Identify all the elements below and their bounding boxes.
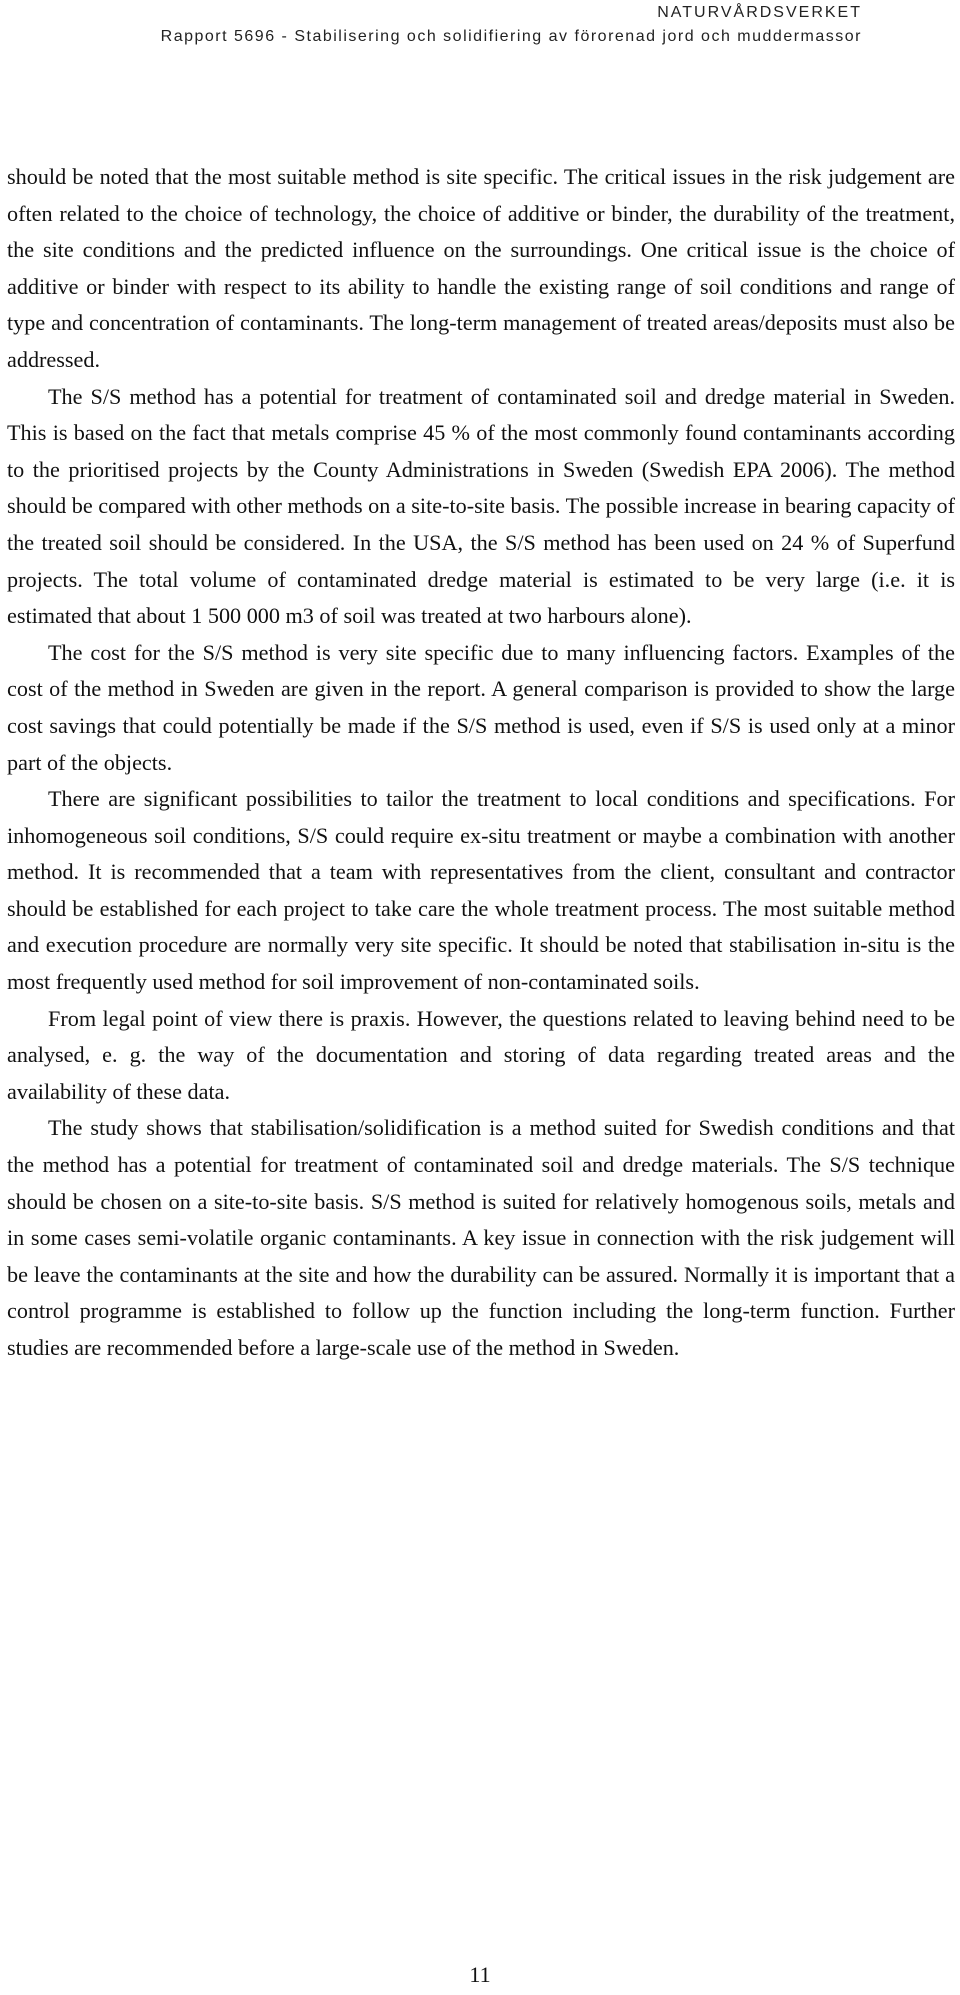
paragraph-cost: The cost for the S/S method is very site specific due to many influencing factors. Examples of the cost of the method in Sweden are given in the report. A general comparison is provided to show the large cost savings that could potentially be made if the S/S method is used, even if S/S is used only at a minor part of the objects. — [7, 639, 955, 775]
paragraph-ss-potential: The S/S method has a potential for treatment of contaminated soil and dredge material in Sweden. This is based on the fact that metals comprise 45 % of the most commonly found contaminants according to the prioritised projects by the County Administrations in Sweden (Swedish EPA 2006). The method should be compared with other methods on a site-to-site basis. The possible increase in bearing capacity of the treated soil should be considered. In the USA, the S/S method has been used on 24 % of Superfund projects. The total volume of contaminated dredge material is estimated to be very large (i.e. it is estimated that about 1 500 000 m3 of soil was treated at two harbours alone). — [7, 383, 955, 629]
publisher-name: NATURVÅRDSVERKET — [657, 4, 862, 21]
paragraph-tailoring: There are significant possibilities to tailor the treatment to local conditions and specifications. For inhomogeneous soil conditions, S/S could require ex-situ treatment or maybe a combination with another method. It is recommended that a team with representatives from the client, consultant and contractor should be established for each project to take care the whole treatment process. The most suitable method and execution procedure are normally very site specific. It should be noted that stabilisation in-situ is the most frequently used method for soil improvement of non-contaminated soils. — [7, 786, 955, 995]
page-header — [161, 0, 862, 47]
paragraph-legal: From legal point of view there is praxis. However, the questions related to leaving behind need to be analysed, e. g. the way of the documentation and storing of data regarding treated areas and the availability of these data. — [7, 1005, 955, 1104]
page-number: 11 — [469, 1962, 491, 1987]
document-body — [7, 159, 955, 1367]
report-title: Rapport 5696 - Stabilisering och solidifiering av förorenad jord och muddermassor — [160, 28, 862, 45]
paragraph-continued: should be noted that the most suitable method is site specific. The critical issues in the risk judgement are often related to the choice of technology, the choice of additive or binder, the durability of the treatment, the site conditions and the predicted influence on the surroundings. One critical issue is the choice of additive or binder with respect to its ability to handle the existing range of soil conditions and range of type and concentration of contaminants. The long-term management of treated areas/deposits must also be addressed. — [7, 164, 955, 372]
paragraph-conclusion: The study shows that stabilisation/solidification is a method suited for Swedish conditions and that the method has a potential for treatment of contaminated soil and dredge materials. The S/S technique should be chosen on a site-to-site basis. S/S method is suited for relatively homogenous soils, metals and in some cases semi-volatile organic contaminants. A key issue in connection with the risk judgement will be leave the contaminants at the site and how the durability can be assured. Normally it is important that a control programme is established to follow up the function including the long-term function. Further studies are recommended before a large-scale use of the method in Sweden. — [7, 1115, 955, 1360]
